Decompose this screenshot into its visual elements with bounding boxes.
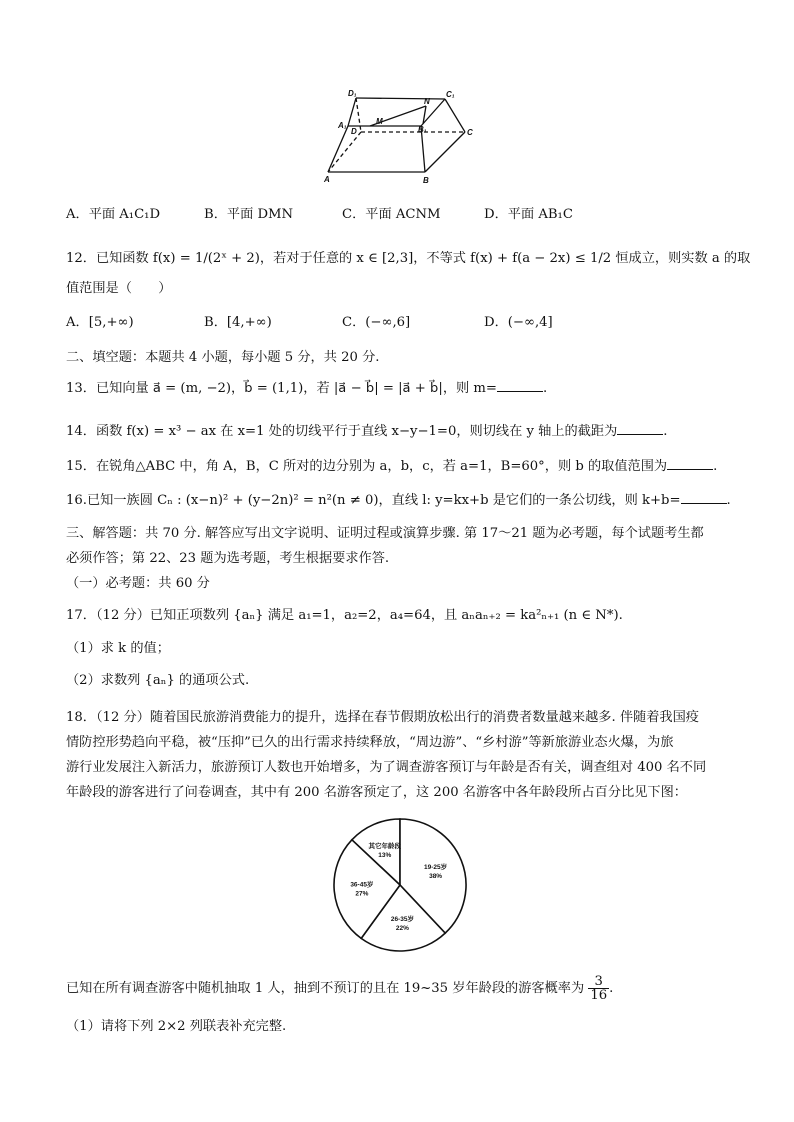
section3-line1: 三、解答题：共 70 分. 解答应写出文字说明、证明过程或演算步骤. 第 17～21 题为必考题，每个试题考生都: [66, 526, 704, 541]
pie-label-category-3: 36-45岁: [350, 881, 374, 889]
pie-label-value-2: 22%: [395, 925, 409, 933]
q18-probability-end: .: [609, 981, 614, 997]
edge-da-hidden: [328, 132, 361, 172]
q18-line4: 年龄段的游客进行了问卷调查，其中有 200 名游客预定了，这 200 名游客中各年龄段所占百分比见下图：: [66, 785, 687, 800]
q15: 15．在锐角△ABC 中，角 A，B，C 所对的边分别为 a，b，c，若 a=1，B=60°，则 b 的取值范围为 .: [66, 459, 718, 474]
q18-fraction: [588, 975, 609, 1002]
q18-line1: 18．（12 分）随着国民旅游消费能力的提升，选择在春节假期放松出行的消费者数量越来越多. 伴随着我国疫: [66, 710, 699, 725]
solid-figure-svg: [318, 86, 486, 188]
q11-option-b: B．平面 DMN: [204, 207, 294, 222]
label-d: D: [351, 127, 357, 136]
q12-option-b: B．[4,+∞): [204, 315, 272, 330]
label-d1: D₁: [348, 89, 357, 98]
q11-option-a: A．平面 A₁C₁D: [66, 207, 161, 222]
q18-frac-den: 16: [590, 988, 608, 1004]
label-b: B: [423, 176, 429, 185]
pie-label-category-2: 26-35岁: [390, 916, 414, 924]
q12-line2: 值范围是（ ）: [66, 281, 172, 296]
q14-blank: [617, 422, 663, 435]
edge-d1c1: [356, 98, 445, 99]
pie-label-category-0: 其它年龄段: [368, 842, 402, 850]
edge-bc: [425, 132, 465, 172]
q14: 14．函数 f(x) = x³ − ax 在 x=1 处的切线平行于直线 x−y−1=0，则切线在 y 轴上的截距为 .: [66, 424, 668, 439]
pie-chart: [330, 810, 470, 960]
label-n: N: [424, 97, 430, 106]
edge-a1a: [328, 126, 348, 172]
q17-part1: （1）求 k 的值；: [66, 641, 170, 656]
q16-text: 16.已知一族圆 Cₙ : (x−n)² + (y−2n)² = n²(n ≠ 0)，直线 l: y=kx+b 是它们的一条公切线，则 k+b=: [66, 493, 681, 508]
q12-line1: 12．已知函数 f(x) = 1/(2ˣ + 2)，若对于任意的 x ∈ [2,3]，不等式 f(x) + f(a − 2x) ≤ 1/2 恒成立，则实数 a 的取: [66, 251, 751, 266]
q11-option-c: C．平面 ACNM: [342, 207, 441, 222]
q13: 13．已知向量 a⃗ = (m, −2)，b⃗ = (1,1)，若 |a⃗ − b⃗| = |a⃗ + b⃗|，则 m= .: [66, 381, 548, 396]
pie-label-category-1: 19-25岁: [424, 863, 448, 871]
q18-line3: 游行业发展注入新活力，旅游预订人数也开始增多，为了调查游客预订与年龄是否有关，调查组对 400 名不同: [66, 760, 707, 775]
solid-figure: [318, 86, 486, 188]
edge-c1c: [445, 99, 465, 132]
pie-label-value-0: 13%: [378, 851, 392, 859]
q12-option-c: C．(−∞,6]: [342, 315, 411, 330]
section2-heading: 二、填空题：本题共 4 小题，每小题 5 分，共 20 分.: [66, 350, 380, 365]
q15-blank: [667, 457, 713, 470]
label-c1: C₁: [446, 90, 455, 99]
label-m: M: [376, 117, 383, 126]
q17-stem: 17．（12 分）已知正项数列 {aₙ} 满足 a₁=1，a₂=2，a₄=64，且 aₙaₙ₊₂ = ka²ₙ₊₁ (n ∈ N*).: [66, 608, 623, 623]
q14-text: 14．函数 f(x) = x³ − ax 在 x=1 处的切线平行于直线 x−y−1=0，则切线在 y 轴上的截距为: [66, 424, 618, 439]
q16-blank: [681, 491, 727, 504]
q18-probability: [66, 975, 613, 1002]
q11-option-d: D．平面 AB₁C: [484, 207, 573, 222]
pie-label-value-3: 27%: [355, 890, 369, 898]
section3-sub: （一）必考题：共 60 分: [66, 576, 210, 591]
q12-option-d: D．(−∞,4]: [484, 315, 553, 330]
q12-option-a: A．[5,+∞): [66, 315, 134, 330]
q17-part2: （2）求数列 {aₙ} 的通项公式.: [66, 673, 250, 688]
q18-frac-num: 3: [588, 975, 609, 989]
q13-blank: [497, 379, 543, 392]
section3-line2: 必须作答；第 22、23 题为选考题，考生根据要求作答.: [66, 551, 390, 566]
pie-label-value-1: 38%: [429, 872, 443, 880]
q18-part1: （1）请将下列 2×2 列联表补充完整.: [66, 1019, 287, 1034]
q15-text: 15．在锐角△ABC 中，角 A，B，C 所对的边分别为 a，b，c，若 a=1，B=60°，则 b 的取值范围为: [66, 459, 668, 474]
edge-a1d1: [348, 98, 356, 126]
q18-line2: 情防控形势趋向平稳，被“压抑”已久的出行需求持续释放，“周边游”、“乡村游”等新旅游业态火爆，为旅: [66, 735, 674, 750]
q13-text: 13．已知向量 a⃗ = (m, −2)，b⃗ = (1,1)，若 |a⃗ − b⃗| = |a⃗ + b⃗|，则 m=: [66, 381, 497, 396]
label-a1: A₁: [338, 121, 347, 130]
q16: 16.已知一族圆 Cₙ : (x−n)² + (y−2n)² = n²(n ≠ 0)，直线 l: y=kx+b 是它们的一条公切线，则 k+b= .: [66, 493, 731, 508]
q18-probability-text: 已知在所有调查游客中随机抽取 1 人，抽到不预订的且在 19~35 岁年龄段的游客概率为: [66, 981, 585, 997]
pie-chart-svg: [330, 810, 470, 960]
label-a: A: [324, 175, 330, 184]
label-c: C: [467, 128, 473, 137]
label-b1: B₁: [418, 125, 427, 134]
